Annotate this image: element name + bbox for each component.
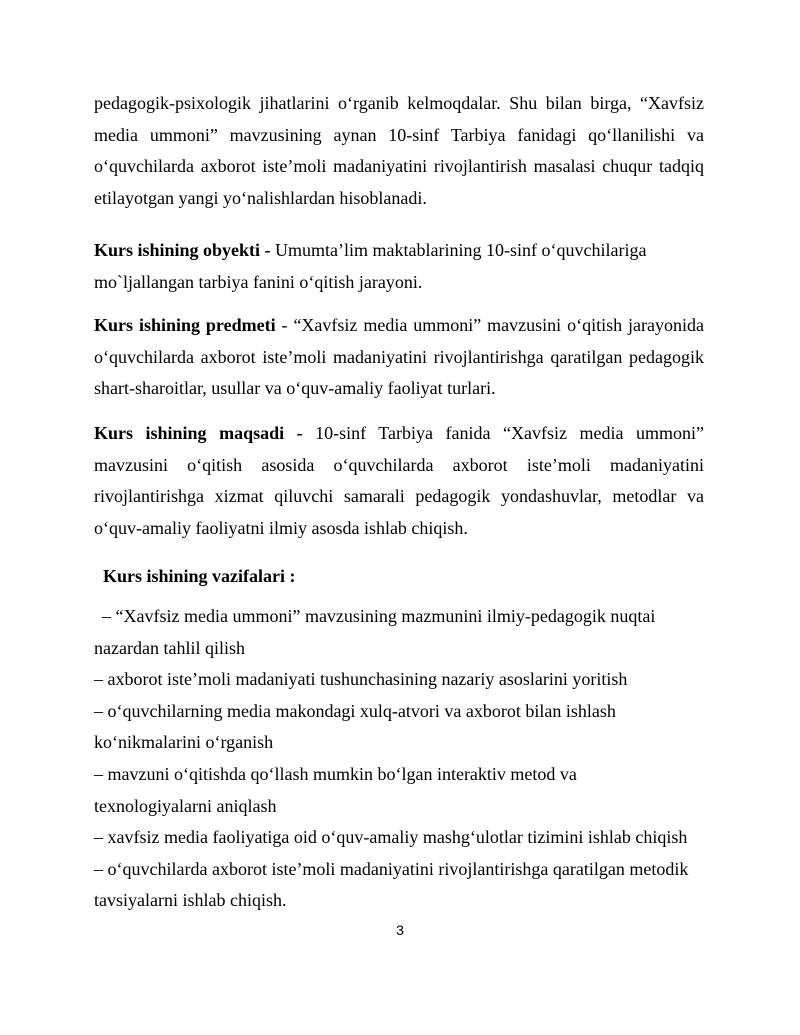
goal-paragraph [94,418,704,544]
list-item: nazardan tahlil qilish [94,637,245,658]
list-item: ko‘nikmalarini o‘rganish [94,732,274,753]
subject-paragraph [94,310,704,405]
object-paragraph [94,235,704,298]
list-item: – axborot iste’moli madaniyati tushunchasining nazariy asoslarini yoritish [94,669,628,690]
object-text-line2: mo`ljallangan tarbiya fanini o‘qitish jarayoni. [94,271,423,292]
object-label: Kurs ishining obyekti - [94,240,271,260]
list-item: tavsiyalarni ishlab chiqish. [94,890,287,911]
subject-label: Kurs ishining predmeti [94,315,276,335]
page-number: 3 [396,922,404,938]
list-item: – o‘quvchilarning media makondagi xulq-atvori va axborot bilan ishlash [94,700,616,721]
tasks-heading: Kurs ishining vazifalari : [103,566,296,586]
list-item: – xavfsiz media faoliyatiga oid o‘quv-amaliy mashg‘ulotlar tizimini ishlab chiqish [94,827,688,848]
intro-paragraph: pedagogik-psixologik jihatlarini o‘rganib kelmoqdalar. Shu bilan birga, “Xavfsiz media ummoni” mavzusining aynan 10-sinf Tarbiya fanidagi qo‘llanilishi va o‘quvchilarda axborot iste’moli madaniyatini rivojlantirish masalasi chuqur tadqiq etilayotgan yangi yo‘nalishlardan hisoblanadi. [94,93,704,208]
goal-text: 10-sinf Tarbiya fanida “Xavfsiz media ummoni” mavzusini o‘qitish asosida o‘quvchilarda axborot iste’moli madaniyatini rivojlantirishga xizmat qiluvchi samarali pedagogik yondashuvlar, metodlar va o‘quv-amaliy faoliyatni ilmiy asosda ishlab chiqish. [94,423,704,538]
object-text-line1: Umumta’lim maktablarining 10-sinf o‘quvchilariga [270,240,647,260]
list-item: – o‘quvchilarda axborot iste’moli madaniyatini rivojlantirishga qaratilgan metodik [94,858,689,879]
subject-text: - “Xavfsiz media ummoni” mavzusini o‘qitish jarayonida o‘quvchilarda axborot iste’moli madaniyatini rivojlantirishga qaratilgan pedagogik shart-sharoitlar, usullar va o‘quv-amaliy faoliyat turlari. [94,315,705,398]
goal-label: Kurs ishining maqsadi - [94,423,303,443]
list-item: – mavzuni o‘qitishda qo‘llash mumkin bo‘lgan interaktiv metod va [94,763,577,784]
tasks-list [94,601,709,917]
list-item: – “Xavfsiz media ummoni” mavzusining mazmunini ilmiy-pedagogik nuqtai [102,606,656,626]
list-item: texnologiyalarni aniqlash [94,795,277,816]
